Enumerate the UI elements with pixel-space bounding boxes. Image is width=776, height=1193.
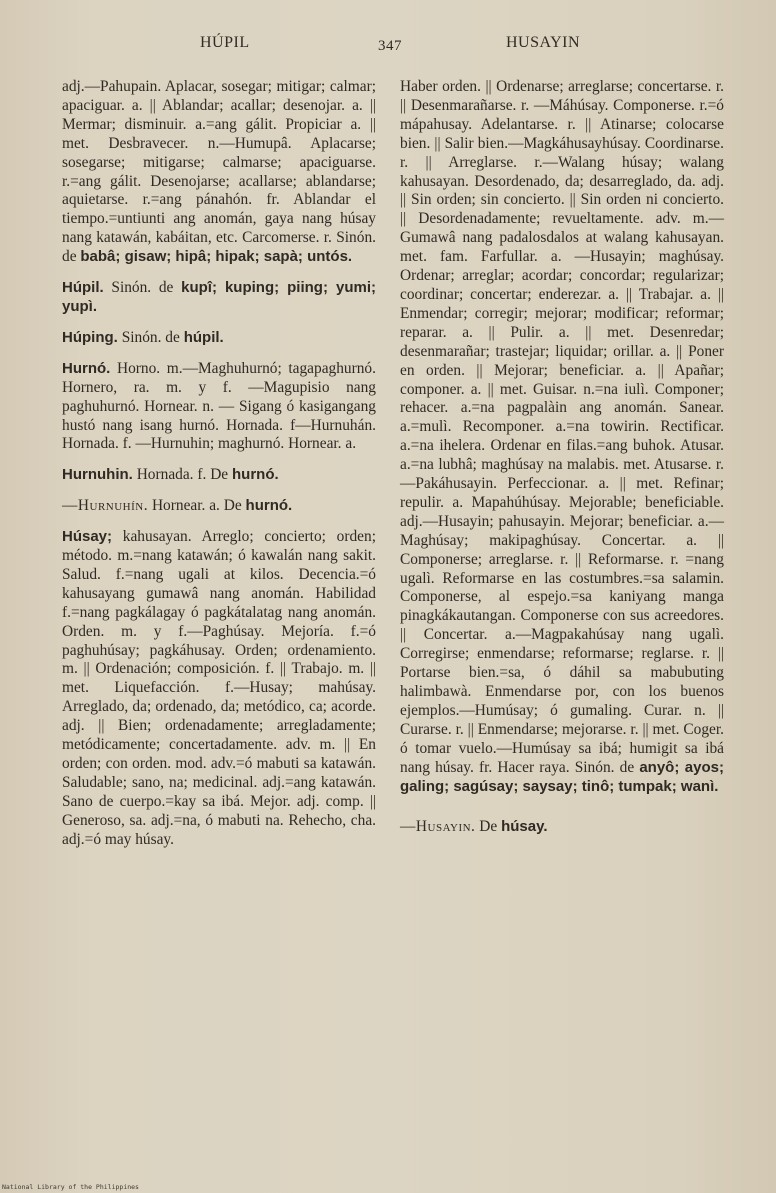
definition: Horno. m.—Maghuhurnó; tagapaghurnó. Hornero, ra. m. y f. —Magupisio nang paghuhurnó. Hornear. n. — Sigang ó kasigangang hustó nang isang hurnó. Hornada. f—Hurnuhán. Hornada. f. —Hurnuhin; maghurnó. Hornear. a. (62, 359, 376, 453)
headword: Húsay; (62, 528, 113, 546)
entry-hurnuhin-verb (62, 497, 376, 516)
right-column (400, 78, 724, 837)
definition: Sinón. de (111, 279, 174, 297)
entry-husayin (400, 818, 724, 837)
cross-reference: hurnó. (245, 497, 293, 515)
headword: Hurnó. (62, 359, 111, 377)
page-number: 347 (378, 38, 402, 54)
entry-hurno (62, 360, 376, 455)
left-column (62, 78, 376, 850)
library-watermark: National Library of the Philippines (2, 1183, 139, 1191)
entry-continuation (62, 78, 376, 267)
entry-huping (62, 329, 376, 348)
definition: Sinón. de (121, 328, 180, 346)
definition: Hornada. f. De (136, 466, 229, 484)
headword: —Husayin. (400, 818, 476, 836)
right-guide-word: HUSAYIN (506, 34, 581, 51)
headword: —Hurnuhín. (62, 497, 149, 515)
cross-reference: hurnó. (232, 466, 279, 484)
definition: De (479, 818, 498, 836)
entry-hupil (62, 279, 376, 317)
definition: Hornear. a. De (151, 497, 242, 515)
entry-text: Haber orden. || Ordenarse; arreglarse; concertarse. r. || Desenmarañarse. r. —Máhúsay. Componerse. r.=ó mápahusay. Adelantarse. r. || Atinarse; colocarse bien. || Salir bien.—Magkáhusayhúsay. Coordinarse. r. || Arreglarse. r.—Walang húsay; walang kahusayan. Desordenado, da; desarreglado, da. adj. || Sin orden; sin concierto. || Sin orden ni concierto. || Desordenadamente; revueltamente. adv. m.—Gumawâ nang padalosdalos at walang kahusayan. met. fam. Farfullar. a. —Husayin; maghúsay. Ordenar; arreglar; acordar; concordar; regularizar; coordinar; concertar; enderezar. a. || Trabajar. a. || Enmendar; corregir; mejorar; modificar; reformar; reparar. a. || Pulir. a. || met. Desenredar; desenmarañar; trastejar; liquidar; orillar. a. || Poner en orden. || Mejorar; beneficiar. a. || Apañar; componer. a. || met. Guisar. n.=na iulì. Componer; rehacer. a.=na pagpalàin ang anomán. Sanear. a.=mulì. Recomponer. a.=na towirin. Rectificar. a.=na ihelera. Ordenar en filas.=ang buhok. Atusar. a.=na lubhâ; maghúsay na malabis. met. Atusarse. r.—Pakáhusayin. Perfeccionar. a. || met. Refinar; repulir. a. Mapahúhúsay. Mejorable; beneficiable. adj.—Husayin; pahusayin. Mejorar; beneficiar. a.—Maghúsay; makipaghúsay. Concertar. a. || Componerse; arreglarse. r. || Reformarse. r. =nang ugalì. Reformarse en las costumbres.=sa salamin. Componerse, al espejo.=sa kaniyang manga pinagkákautangan. Componerse con sus acreedores. || Concertar. a.—Magpakahúsay nang ugalì. Corregirse; enmendarse; reformarse; reglarse. r. || Portarse bien.=sa, ó dáhil sa mabubuting halimbawà. Enmendarse por, con los buenos ejemplos.—Humúsay; ó gumaling. Curar. n. || Curarse. r. || Enmendarse; mejorarse. r. || met. Coger. ó tomar vuelo.—Humúsay sa ibá; humigit sa ibá nang húsay. fr. Hacer raya. Sinón. de (400, 78, 724, 776)
running-header (0, 34, 776, 60)
headword: Húpil. (62, 279, 104, 297)
cross-reference: húsay. (501, 818, 548, 836)
synonym-list: anyô; ayos; galing; sagúsay; saysay; tinô; tumpak; wanì. (400, 758, 724, 795)
entry-continuation (400, 78, 724, 796)
left-guide-word: HÚPIL (200, 34, 250, 51)
synonym-list: babâ; gisaw; hipâ; hipak; sapà; untós. (80, 248, 353, 266)
entry-text: adj.—Pahupain. Aplacar, sosegar; mitigar; calmar; apaciguar. a. || Ablandar; acallar; desenojar. a. || Mermar; disminuir. a.=ang gálit. Propiciar a. || met. Desbravecer. n.—Humupâ. Aplacarse; sosegarse; mitigarse; calmarse; apaciguarse. r.=ang gálit. Desenojarse; acallarse; ablandarse; aquietarse. r.=ang pánahón. fr. Ablandar el tiempo.=untiunti ang anomán, gaya nang húsay nang katawán, kabáitan, etc. Carcomerse. r. Sinón. de (62, 78, 376, 266)
synonym-list: kupî; kuping; piing; yumi; yupì. (62, 279, 376, 315)
entry-hurnuhin (62, 466, 376, 485)
entry-husay (62, 528, 376, 849)
headword: Hurnuhin. (62, 466, 133, 484)
synonym-list: húpil. (183, 328, 224, 346)
headword: Húping. (62, 328, 118, 346)
definition: kahusayan. Arreglo; concierto; orden; método. m.=nang katawán; ó kawalán nang sakit. Salud. f.=nang ugali at kilos. Decencia.=ó kahusayang gumawâ nang anomán. Habilidad f.=nang pagkálagay ó pagkátalatag nang anomán. Orden. m. y f.—Paghúsay. Mejoría. f.=ó paghuhúsay; pagkáhusay. Orden; ordenamiento. m. || Ordenación; composición. f. || Trabajo. m. || met. Liquefacción. f.—Husay; mahúsay. Arreglado, da; ordenado, da; metódico, ca; acorde. adj. || Bien; ordenadamente; arregladamente; metódicamente; concertadamente. adv. m. || En orden; con orden. mod. adv.=ó mabuti sa katawán. Saludable; sano, na; medicinal. adj.=ang katawán. Sano de cuerpo.=kay sa ibá. Mejor. adj. comp. || Generoso, sa. adj.=na, ó mabuti na. Rehecho, cha. adj.=ó may húsay. (62, 528, 376, 848)
